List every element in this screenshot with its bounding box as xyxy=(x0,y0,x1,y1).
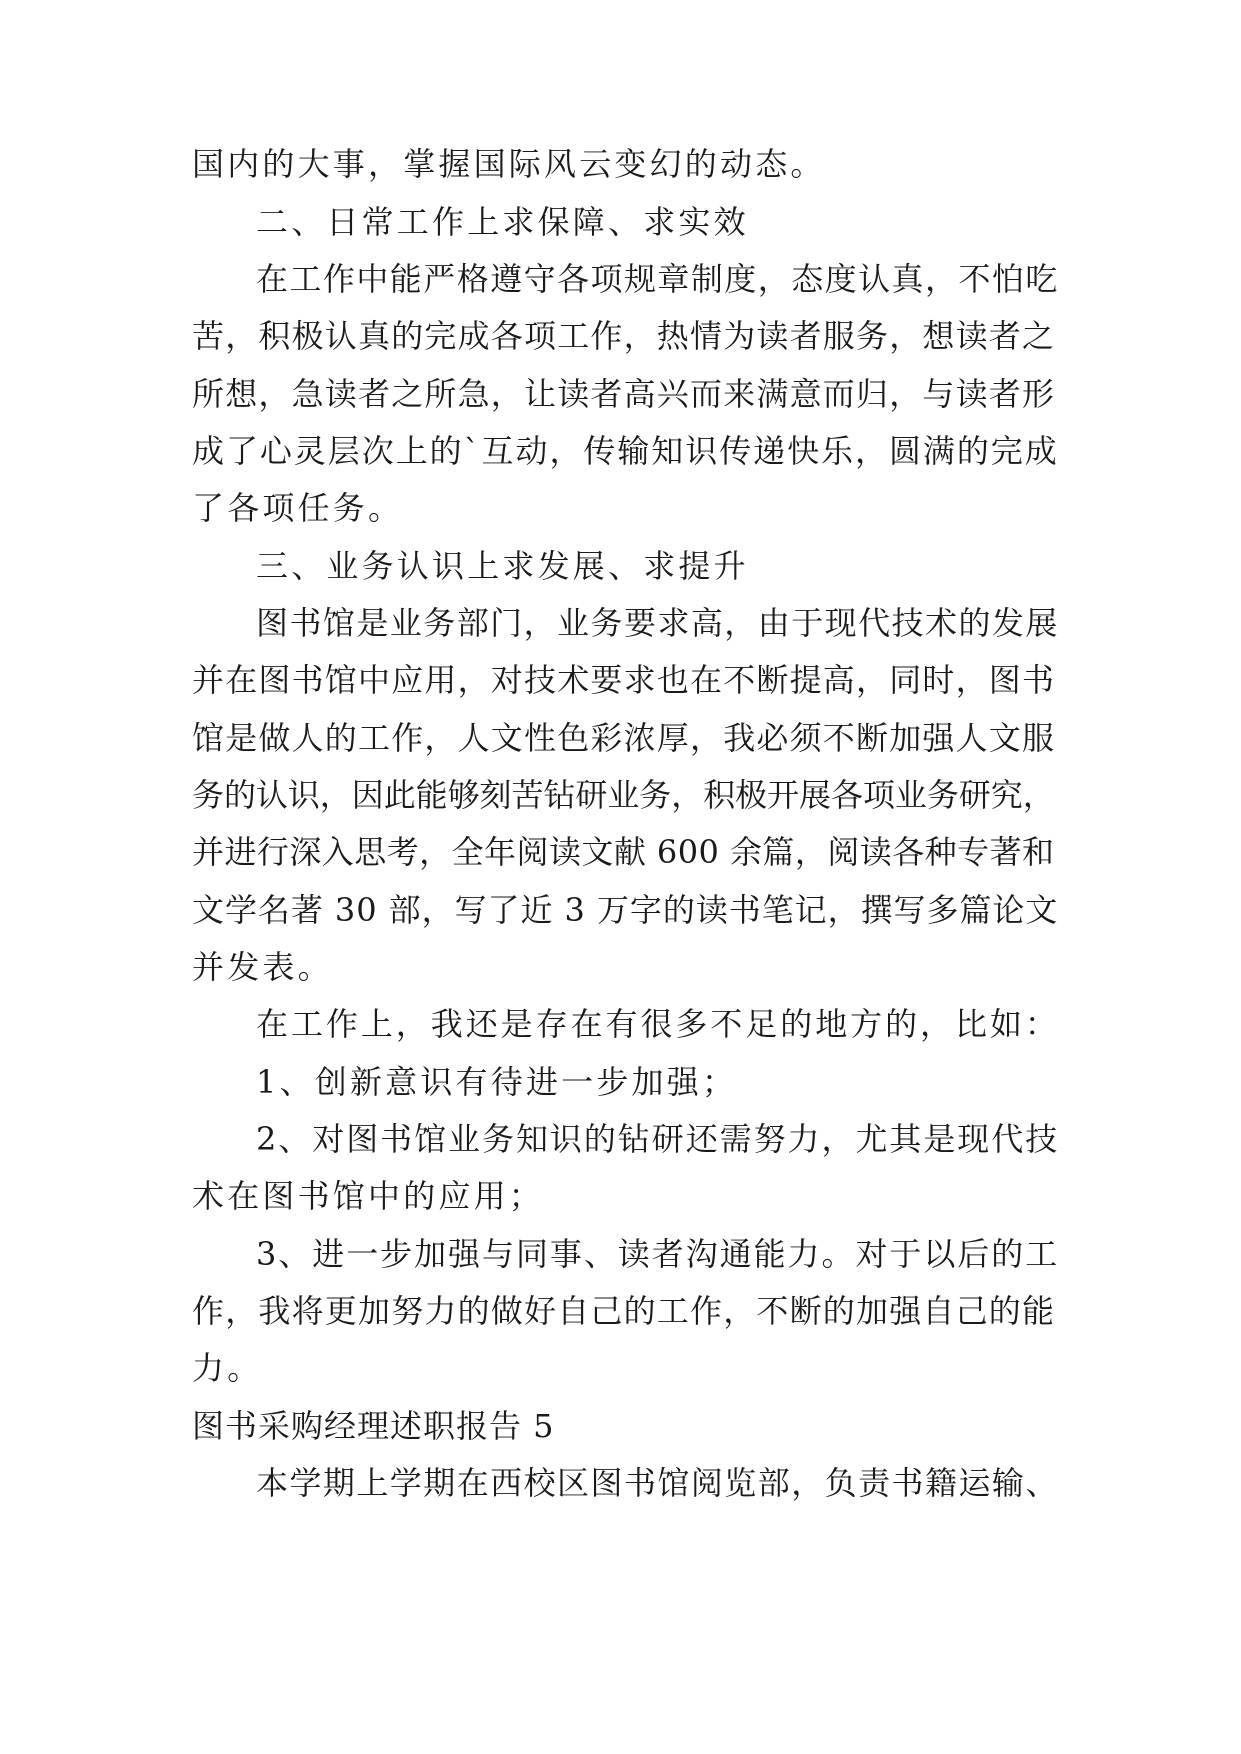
paragraph-line: 国内的大事，掌握国际风云变幻的动态。 xyxy=(192,145,826,183)
list-item: 1、创新意识有待进一步加强； xyxy=(256,1063,738,1101)
paragraph-line: 并进行深入思考，全年阅读文献 600 余篇，阅读各种专著和 xyxy=(192,833,1055,871)
paragraph-line: 本学期上学期在西校区图书馆阅览部，负责书籍运输、 xyxy=(256,1464,1059,1502)
paragraph-line: 文学名著 30 部，写了近 3 万字的读书笔记，撰写多篇论文 xyxy=(192,891,1059,929)
section-heading: 二、日常工作上求保障、求实效 xyxy=(256,203,749,241)
paragraph-line: 并发表。 xyxy=(192,948,333,986)
list-item: 2、对图书馆业务知识的钻研还需努力，尤其是现代技 xyxy=(256,1120,1060,1158)
list-item: 3、进一步加强与同事、读者沟通能力。对于以后的工 xyxy=(256,1235,1060,1273)
paragraph-line: 作，我将更加努力的做好自己的工作，不断的加强自己的能 xyxy=(192,1292,1056,1330)
paragraph-line: 所想，急读者之所急，让读者高兴而来满意而归，与读者形 xyxy=(192,375,1056,413)
paragraph-line: 在工作中能严格遵守各项规章制度，态度认真，不怕吃 xyxy=(256,260,1059,298)
paragraph-line: 并在图书馆中应用，对技术要求也在不断提高，同时，图书 xyxy=(192,661,1056,699)
paragraph-line: 馆是做人的工作，人文性色彩浓厚，我必须不断加强人文服 xyxy=(192,719,1056,757)
paragraph-line: 务的认识，因此能够刻苦钻研业务，积极开展各项业务研究， xyxy=(192,776,1055,814)
list-item-continued: 术在图书馆中的应用； xyxy=(192,1177,545,1215)
section-heading: 三、业务认识上求发展、求提升 xyxy=(256,547,749,585)
paragraph-line: 图书馆是业务部门，业务要求高，由于现代技术的发展 xyxy=(256,604,1059,642)
paragraph-line: 成了心灵层次上的`互动，传输知识传递快乐，圆满的完成 xyxy=(192,432,1059,470)
report-title: 图书采购经理述职报告 5 xyxy=(192,1407,555,1445)
paragraph-line: 在工作上，我还是存在有很多不足的地方的，比如： xyxy=(256,1005,1060,1043)
paragraph-line: 苦，积极认真的完成各项工作，热情为读者服务，想读者之 xyxy=(192,317,1056,355)
paragraph-line: 了各项任务。 xyxy=(192,489,404,527)
paragraph-line: 力。 xyxy=(192,1349,263,1387)
